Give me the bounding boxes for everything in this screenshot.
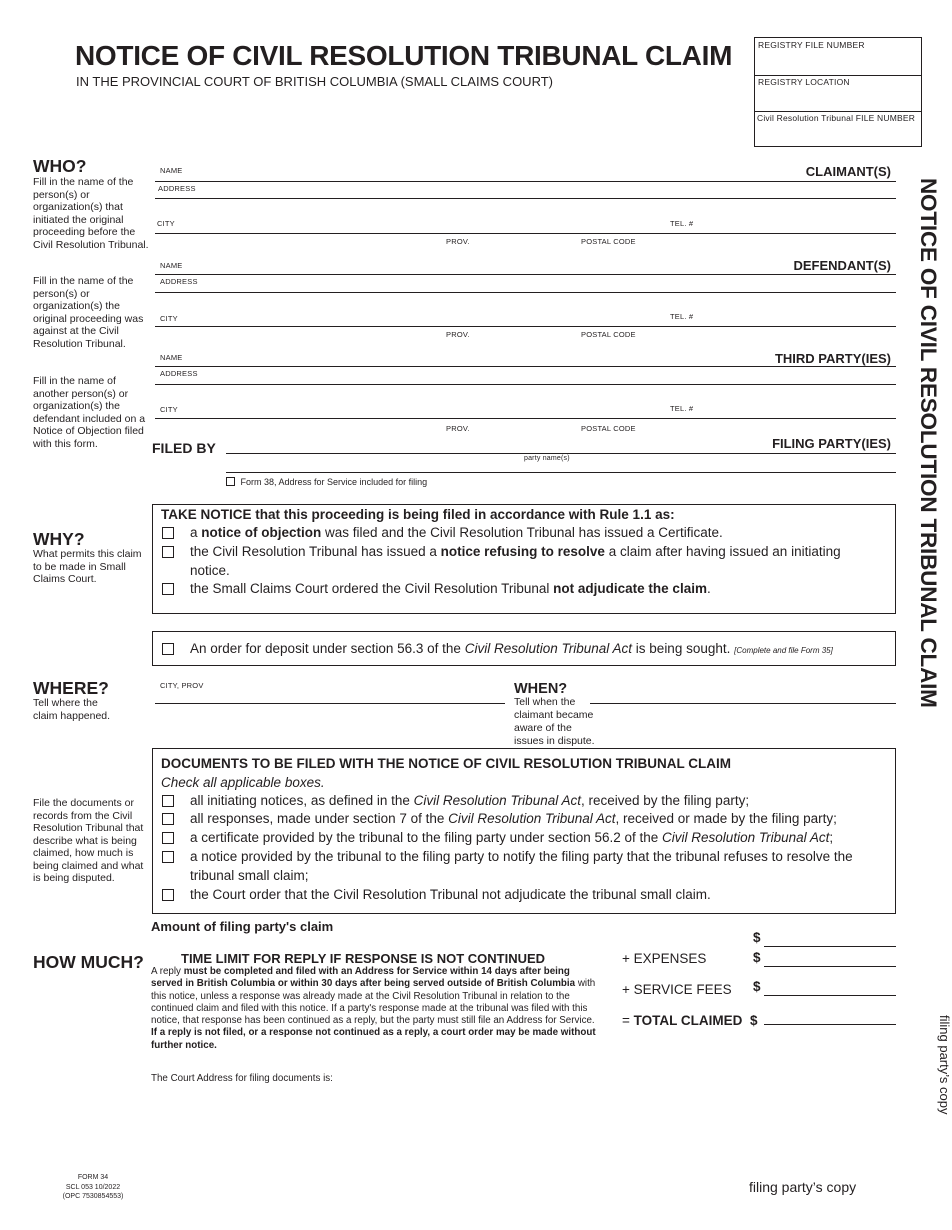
notice-checkbox[interactable] [162,851,174,863]
claimant-city-line[interactable] [155,233,896,234]
when-help-text: Tell when the claimant became aware of the issues in dispute. [514,696,595,747]
time-limit-heading: TIME LIMIT FOR REPLY IF RESPONSE IS NOT CONTINUED [181,951,546,966]
how-much-heading: HOW MUCH? [33,952,144,972]
claimant-role-label: CLAIMANT(S) [805,164,891,179]
who-heading: WHO? [33,156,87,176]
expenses-line[interactable] [764,966,896,967]
responses-checkbox[interactable] [162,813,174,825]
claimant-address-label: ADDRESS [158,184,196,193]
registry-file-number-field[interactable] [755,38,921,76]
defendant-tel-label: TEL. # [670,312,694,321]
form-subtitle: IN THE PROVINCIAL COURT OF BRITISH COLUMBIA (SMALL CLAIMS COURT) [76,74,553,89]
expenses-dollar: $ [753,950,761,965]
certificate-text: a certificate provided by the tribunal to the filing party under section 56.2 of the Civil Resolution Tribunal Act; [190,830,834,845]
form38-label: Form 38, Address for Service included for filing [240,477,428,487]
third-party-postal-label: POSTAL CODE [581,424,636,433]
service-fees-dollar: $ [753,979,761,994]
defendant-city-label: CITY [160,314,178,323]
not-adjudicate-checkbox[interactable] [162,583,174,595]
claimant-prov-label: PROV. [446,237,470,246]
defendant-help-text: Fill in the name of the person(s) or organization(s) the original proceeding was against at the Civil Resolution Tribunal. [33,275,144,350]
registry-location-label: REGISTRY LOCATION [758,77,850,87]
claim-dollar: $ [753,930,761,945]
take-notice-box [152,504,896,614]
claimant-postal-label: POSTAL CODE [581,237,636,246]
defendant-address-line[interactable] [155,292,896,293]
documents-help-text: File the documents or records from the Civil Resolution Tribunal that describe what is being claimed, how much is being claimed and what is being disputed. [33,797,144,884]
filed-by-line[interactable] [226,453,896,454]
opc-number: (OPC 7530854553) [62,1193,124,1200]
claimant-address-line[interactable] [155,198,896,199]
responses-text: all responses, made under section 7 of the Civil Resolution Tribunal Act, received or made by the filing party; [190,811,837,826]
vertical-title: NOTICE OF CIVIL RESOLUTION TRIBUNAL CLAIM [916,178,941,708]
where-line[interactable] [155,703,505,704]
claimant-help-text: Fill in the name of the person(s) or organization(s) that initiated the original proceeding before the Civil Resolution Tribunal. [33,176,149,251]
registry-location-field[interactable] [755,75,921,112]
defendant-address-label: ADDRESS [160,277,198,286]
defendant-prov-label: PROV. [446,330,470,339]
claimant-tel-label: TEL. # [670,219,694,228]
third-party-name-line[interactable] [155,366,896,367]
defendant-name-line[interactable] [155,274,896,275]
why-help-text: What permits this claim to be made in Small Claims Court. [33,548,142,585]
documents-heading: DOCUMENTS TO BE FILED WITH THE NOTICE OF CIVIL RESOLUTION TRIBUNAL CLAIM [161,756,731,771]
form-footer [58,1173,128,1202]
where-heading: WHERE? [33,678,109,698]
third-party-help-text: Fill in the name of another person(s) or organization(s) the defendant included on a Notice of Objection filed with this form. [33,375,146,450]
time-limit-text: A reply must be completed and filed with an Address for Service within 14 days after being served in British Columbia or within 30 days after being served outside of British Columbia with this notice, unless a response was already made at the Civil Resolution Tribunal in relation to the continued claim and filed with this notice. If a party's response made at the tribunal was filed with this notice, that response has been continued as a reply, but the party must still file an Address for Service. If a reply is not filed, or a response not continued as a reply, a court order may be made without further notice. [151,966,596,1051]
defendant-name-label: NAME [160,261,183,270]
copy-label: filing party’s copy [749,1179,857,1195]
notice-text-cont: tribunal small claim; [190,868,309,883]
amount-label: Amount of filing party's claim [151,919,334,934]
not-adjudicate-text: the Small Claims Court ordered the Civil Resolution Tribunal not adjudicate the claim. [190,581,711,596]
third-party-name-label: NAME [160,353,183,362]
documents-box [152,748,896,914]
service-fees-label: + SERVICE FEES [622,982,732,997]
notice-text: a notice provided by the tribunal to the filing party to notify the filing party that the tribunal refuses to resolve the [190,849,853,864]
filing-party-role-label: FILING PARTY(IES) [772,436,891,451]
total-dollar: $ [750,1013,758,1028]
initiating-checkbox[interactable] [162,795,174,807]
third-party-role-label: THIRD PARTY(IES) [774,351,891,366]
when-heading: WHEN? [514,681,568,697]
vertical-copy-label: filing party’s copy [937,1015,952,1115]
why-heading: WHY? [33,529,85,549]
third-party-prov-label: PROV. [446,424,470,433]
service-fees-line[interactable] [764,995,896,996]
filed-by-line-2[interactable] [226,472,896,473]
court-order-checkbox[interactable] [162,889,174,901]
certificate-checkbox[interactable] [162,832,174,844]
deposit-text: An order for deposit under section 56.3 of the Civil Resolution Tribunal Act is being sought. [Complete and file Form 35] [190,641,833,656]
registry-box [754,37,922,147]
claimant-name-label: NAME [160,166,183,175]
defendant-role-label: DEFENDANT(S) [793,258,891,273]
objection-checkbox[interactable] [162,527,174,539]
where-help-text: Tell where the claim happened. [33,697,111,722]
claimant-name-line[interactable] [155,181,896,182]
city-prov-label: CITY, PROV [160,681,204,690]
form38-checkbox[interactable] [226,477,235,486]
registry-file-number-label: REGISTRY FILE NUMBER [758,40,865,50]
form38-option [226,477,427,487]
third-party-city-label: CITY [160,405,178,414]
form-number: FORM 34 [77,1174,109,1181]
claimant-city-label: CITY [157,219,175,228]
court-address-label: The Court Address for filing documents is: [151,1073,333,1084]
form-title: NOTICE OF CIVIL RESOLUTION TRIBUNAL CLAIM [75,40,733,71]
filed-by-label: FILED BY [152,440,216,456]
scl-number: SCL 053 10/2022 [65,1183,121,1191]
deposit-checkbox[interactable] [162,643,174,655]
claim-amount-line[interactable] [764,946,896,947]
defendant-city-line[interactable] [155,326,896,327]
third-party-tel-label: TEL. # [670,404,694,413]
total-claimed-line[interactable] [764,1024,896,1025]
defendant-postal-label: POSTAL CODE [581,330,636,339]
when-line[interactable] [590,703,896,704]
documents-instruction: Check all applicable boxes. [161,775,325,790]
refusing-text-cont: notice. [190,563,230,578]
crt-file-number-field[interactable] [755,111,921,147]
crt-file-number-label: Civil Resolution Tribunal FILE NUMBER [757,113,916,123]
third-party-address-label: ADDRESS [160,369,198,378]
expenses-label: + EXPENSES [622,951,707,966]
court-order-text: the Court order that the Civil Resolution Tribunal not adjudicate the tribunal small claim. [190,887,711,902]
third-party-city-line[interactable] [155,418,896,419]
total-claimed-label: = TOTAL CLAIMED [622,1013,743,1028]
refusing-checkbox[interactable] [162,546,174,558]
take-notice-heading: TAKE NOTICE that this proceeding is being filed in accordance with Rule 1.1 as: [161,507,675,522]
deposit-box [152,631,896,666]
party-names-label: party name(s) [524,455,570,462]
objection-text: a notice of objection was filed and the Civil Resolution Tribunal has issued a Certificate. [190,525,723,540]
refusing-text: the Civil Resolution Tribunal has issued a notice refusing to resolve a claim after having issued an initiating [190,544,841,559]
third-party-address-line[interactable] [155,384,896,385]
initiating-text: all initiating notices, as defined in the Civil Resolution Tribunal Act, received by the filing party; [190,793,750,808]
